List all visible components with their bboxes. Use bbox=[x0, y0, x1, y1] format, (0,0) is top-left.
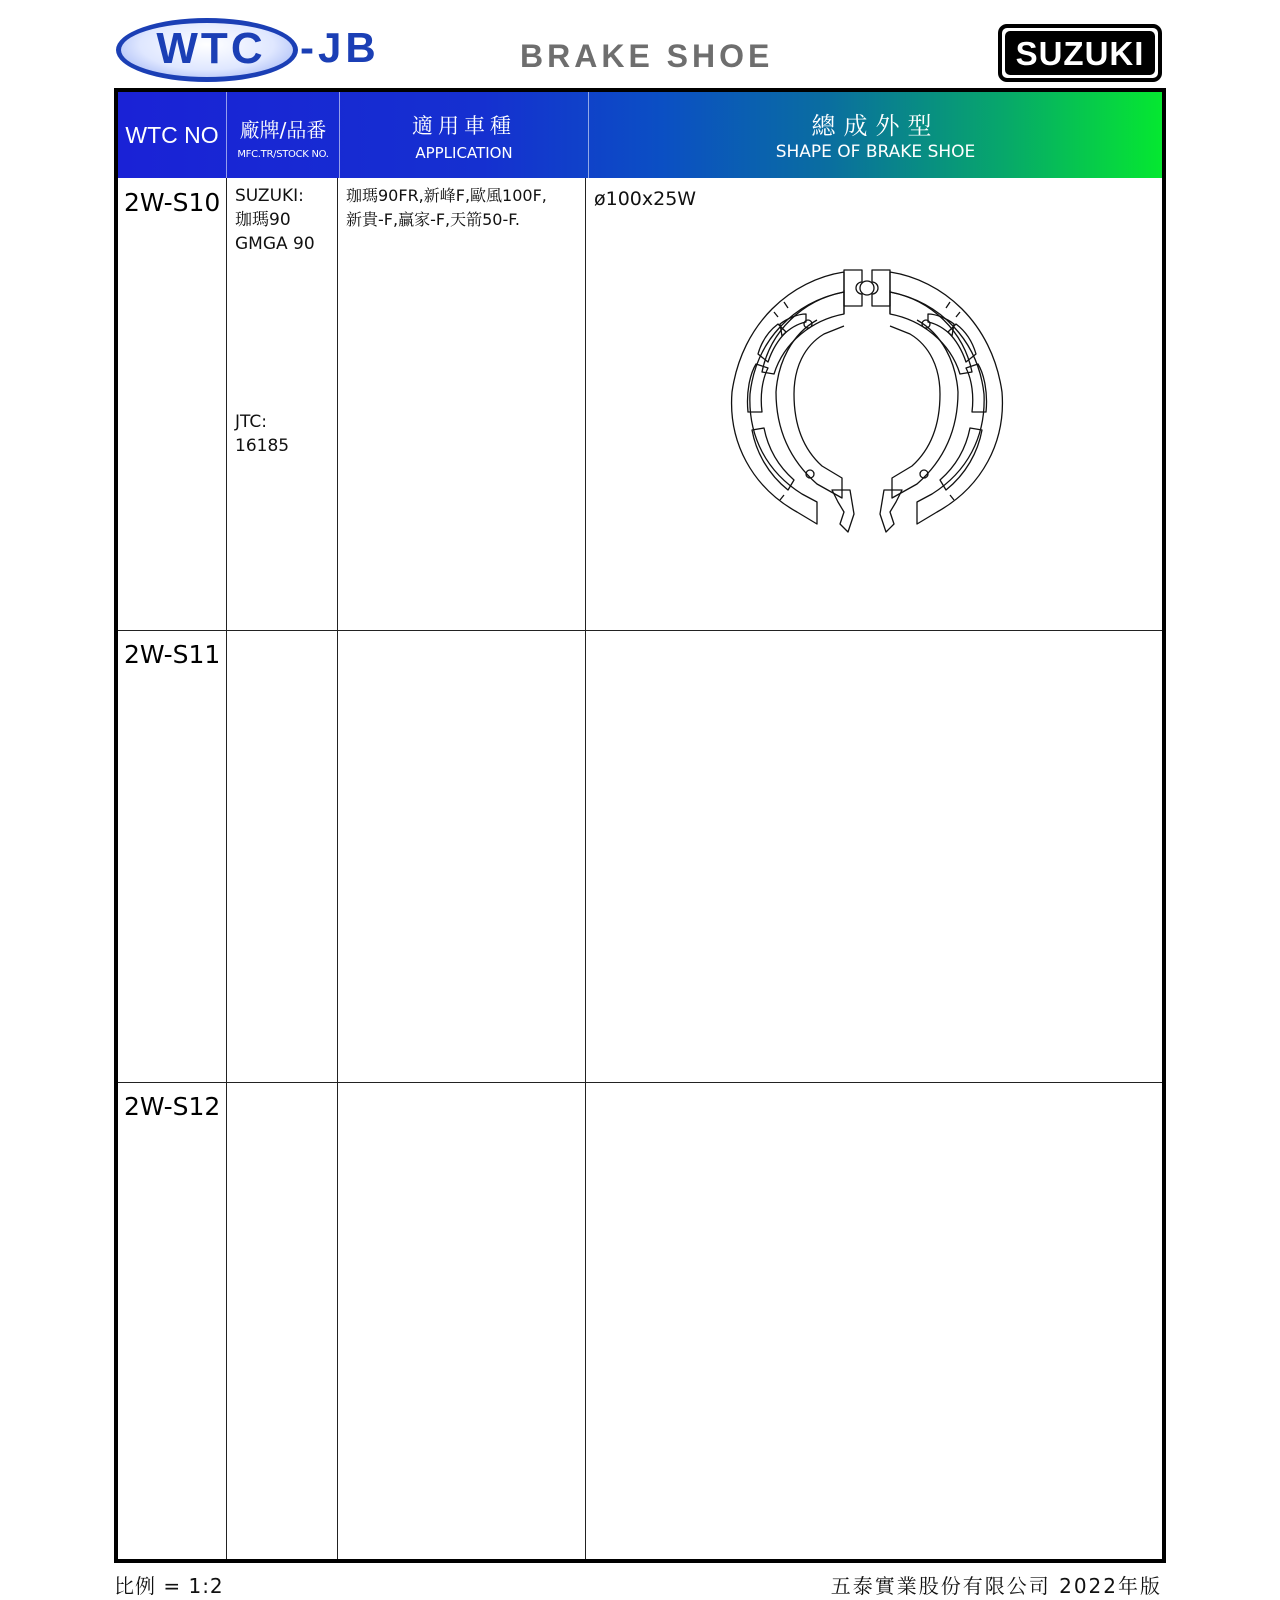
wtc-code-2w-s11: 2W-S11 bbox=[124, 640, 221, 669]
row-divider bbox=[118, 1082, 1162, 1083]
header-manufacturer bbox=[227, 92, 339, 178]
header-application bbox=[340, 92, 588, 178]
wtc-code-2w-s10: 2W-S10 bbox=[124, 188, 221, 217]
pivot-slot bbox=[844, 270, 890, 306]
jtc-label: JTC: bbox=[235, 412, 267, 432]
right-shoe-outline bbox=[890, 272, 1002, 524]
company-edition: 五泰實業股份有限公司 2022年版 bbox=[830, 1574, 1162, 1598]
left-shoe-outline bbox=[732, 272, 844, 524]
application-line: 珈瑪90FR,新峰F,歐風100F, bbox=[346, 186, 547, 205]
application-list bbox=[346, 184, 547, 232]
pivot-hole bbox=[860, 281, 874, 295]
manufacturer-model-zh: 珈瑪90 bbox=[235, 210, 291, 230]
header-manufacturer-zh: 廠牌/品番 bbox=[239, 118, 327, 142]
wtc-jb-logo bbox=[116, 16, 386, 86]
column-divider bbox=[585, 178, 586, 1559]
jtc-stock-info bbox=[235, 410, 289, 458]
drawing-scale: 比例 = 1:2 bbox=[114, 1574, 224, 1598]
jtc-number: 16185 bbox=[235, 436, 290, 456]
manufacturer-info bbox=[235, 184, 315, 256]
table-header-row bbox=[118, 92, 1162, 178]
logo-main-text: WTC bbox=[156, 24, 266, 73]
manufacturer-model-en: GMGA 90 bbox=[235, 234, 315, 254]
column-divider bbox=[337, 178, 338, 1559]
header-shape bbox=[589, 92, 1162, 178]
header-shape-zh: 總成外型 bbox=[811, 112, 940, 140]
header-wtc-no-label: WTC NO bbox=[125, 122, 219, 148]
logo-suffix-text: -JB bbox=[300, 24, 380, 71]
wtc-code-2w-s12: 2W-S12 bbox=[124, 1092, 221, 1121]
right-cam-end bbox=[880, 490, 902, 532]
brake-shoe-drawing-icon bbox=[722, 262, 1012, 540]
column-divider bbox=[226, 178, 227, 1559]
document-title: BRAKE SHOE bbox=[520, 38, 774, 74]
shoe-dimension: ø100x25W bbox=[594, 188, 697, 210]
header-application-zh: 適用車種 bbox=[412, 114, 516, 138]
header-shape-en: SHAPE OF BRAKE SHOE bbox=[775, 142, 976, 162]
brand-name: SUZUKI bbox=[1015, 35, 1145, 72]
row-divider bbox=[118, 630, 1162, 631]
left-cam-end bbox=[832, 490, 854, 532]
manufacturer-brand: SUZUKI: bbox=[235, 186, 304, 206]
suzuki-brand-badge bbox=[998, 24, 1162, 82]
header-application-en: APPLICATION bbox=[415, 144, 513, 162]
application-line: 新貴-F,贏家-F,天箭50-F. bbox=[346, 210, 520, 229]
header-manufacturer-en: MFC.TR/STOCK NO. bbox=[237, 149, 329, 160]
header-wtc-no bbox=[118, 92, 226, 178]
